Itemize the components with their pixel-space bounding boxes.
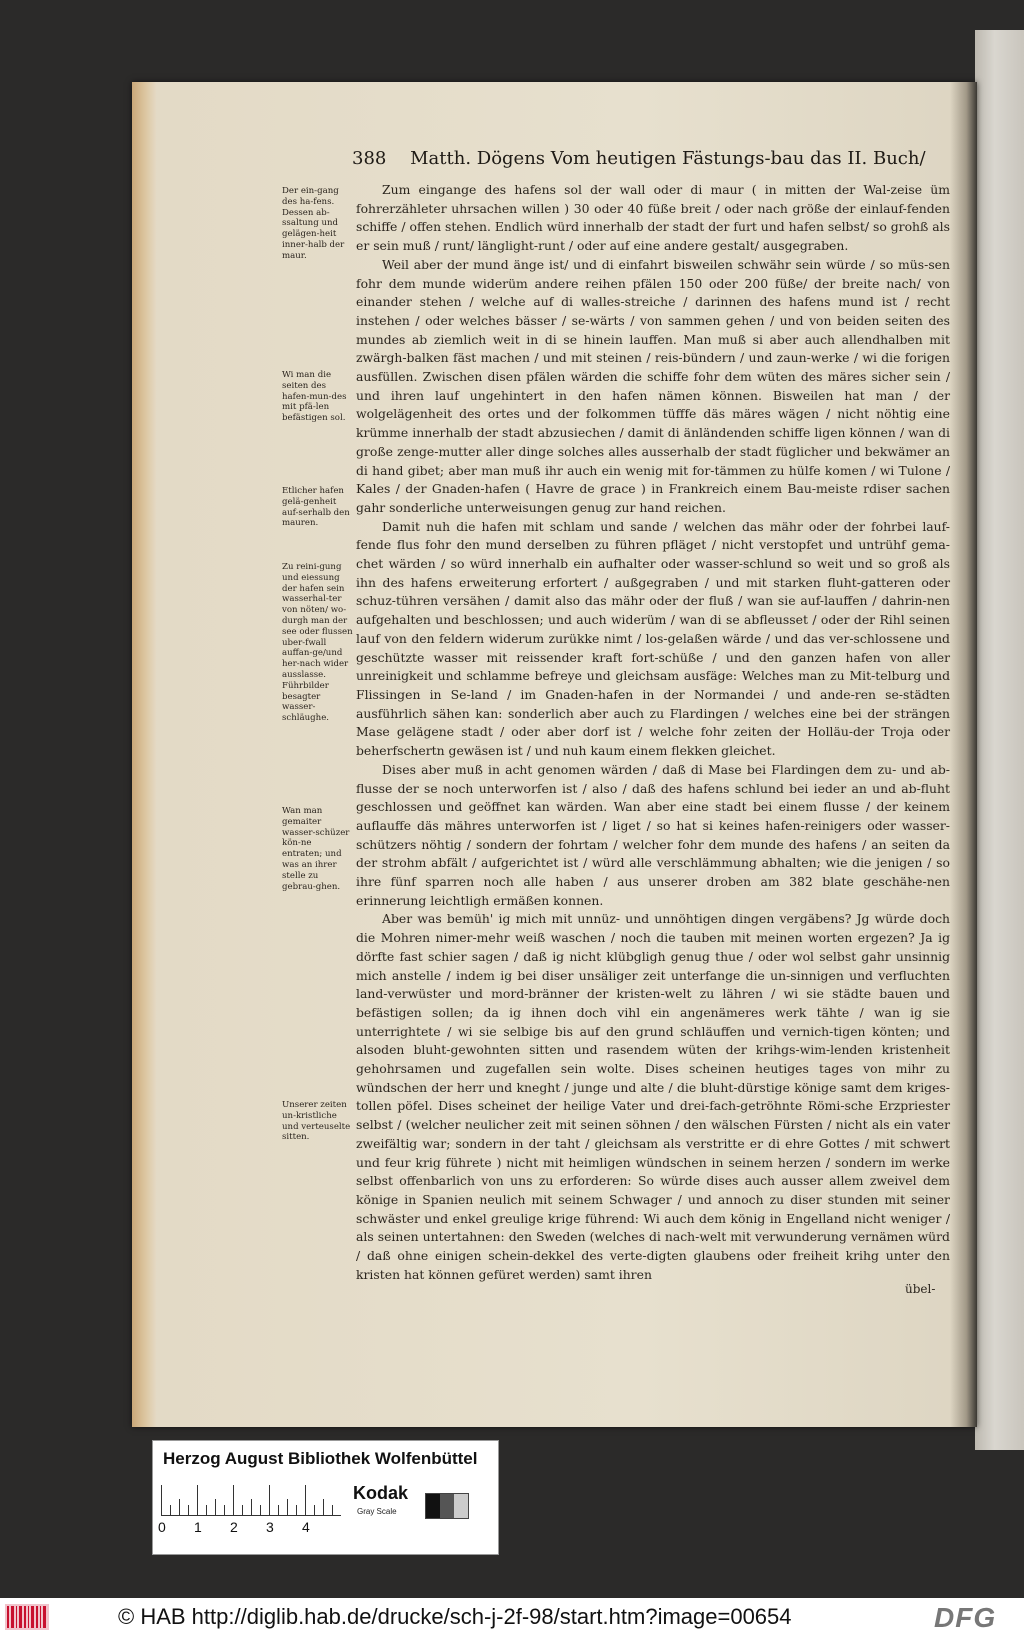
ruler-label: 2	[230, 1519, 238, 1535]
running-head	[352, 148, 926, 169]
ruler-tick	[332, 1505, 333, 1515]
ruler-tick	[197, 1485, 198, 1515]
paragraph: Aber was bemüh' ig mich mit unnüz- und unnöhtigen dingen vergäbens? Jg würde doch die Mohren nimer-mehr weiß waschen / noch die tauben mit meinen worten ergezen? Ja ig dörfte fast schier sagen / daß ig nicht klübgligh genug thue / oder wol selbst gahr unsinnig mich anstelle / indem ig bei diser unsäliger zeit unterfange die un-sinnigen und verfluchten land-verwüster und mord-bränner der kristen-welt zu lähren / wi sie städte bauen und befästigen sollen; da ig ihnen doch vihl ein angenämeres werk tähte / wan ig sie unterrightete / wi sie selbige bis auf den grund schläuffen und vernich-tigen könten; und alsoden bluht-gewohnten sitten und rasendem wüten der krihgs-wim-lenden kristenheit gehohrsamen und zugefallen sein wolte. Dises scheinen heutiges tages von mihr zu wündschen der herr und kneght / junge und alte / die bluht-dürstige könige samt dem kriges-tollen pöfel. Dises scheinet der heilige Vater und drei-fach-getröhnte Römi-sche Erzpriester selbst / (welcher neulicher zeit mit seinen söhnen / den wälschen Fürsten / nicht als ein vater zweifältig war; sondern in der taht / gleichsam als verstritte er di ehre Gottes / mit schwert und feur krig führete ) nicht mit heimligen wündschen in seinem herzen / sondern im werke selbst offenbarlich von uns zu erforderen: So würde dises auch ausser allem zweivel dem könige in Spanien neulich mit seinem Schwager / und annoch zu diser stunden mit seiner schwäster und enkel greulige krige führend: Wi auch dem könig in Engelland nicht weniger / als seinen untertahnen: den Sweden (welches di nach-welt mit verwunderung vernämen würd / daß ohne einigen schein-dekkel des verte-digten glaubens oder freiheit krihg unter den kristen hat können gefüret werden) samt ihren	[356, 911, 950, 1282]
ruler-tick	[206, 1505, 207, 1515]
gray-swatch	[454, 1494, 468, 1518]
ruler-tick	[224, 1505, 225, 1515]
ruler-tick	[251, 1499, 252, 1515]
scale-card	[152, 1440, 499, 1555]
catchword: übel-	[905, 1282, 936, 1296]
facing-page-edge	[975, 30, 1024, 1450]
footer-bar	[0, 1598, 1024, 1637]
margin-note: Wi man die seiten des hafen-mun-des mit pfä-len befästigen sol.	[282, 370, 347, 424]
main-text	[356, 181, 950, 1284]
ruler-tick	[179, 1499, 180, 1515]
ruler-label: 0	[158, 1519, 166, 1535]
ruler-label: 3	[266, 1519, 274, 1535]
margin-note: Etlicher hafen gelä-genheit auf-serhalb den mauren.	[282, 486, 350, 529]
running-head-title: Matth. Dögens Vom heutigen Fästungs-bau das II. Buch/	[410, 148, 926, 169]
ruler-tick	[269, 1485, 270, 1515]
ruler-tick	[170, 1505, 171, 1515]
book-gutter	[950, 82, 977, 1427]
image-reference-link[interactable]: © HAB http://diglib.hab.de/drucke/sch-j-2f-98/start.htm?image=00654	[118, 1604, 792, 1629]
kodak-logo: Kodak	[353, 1483, 409, 1503]
ruler-label: 4	[302, 1519, 310, 1535]
ruler-tick	[188, 1505, 189, 1515]
paragraph: Zum eingange des hafens sol der wall oder di maur ( in mitten der Wal-zeise üm fohrerzähleter uhrsachen willen ) 30 oder 40 füße breit / oder nach größe der einlauf-fenden schiffe / offen stehen. Endlich würd innerhalb der stadt der furt und hafen selbst/ so grohß als er sein muß / runt/ länglight-runt / oder auf eine andere gestalt/ ausgegraben.	[356, 182, 950, 254]
ruler-tick	[233, 1485, 234, 1515]
ruler-tick	[260, 1505, 261, 1515]
ruler-tick	[305, 1485, 306, 1515]
paragraph: Weil aber der mund änge ist/ und di einfahrt bisweilen schwähr sein würde / so müs-sen fohr dem munde widerüm andere reihen pfälen 150 oder 200 füße/ der breite nach/ von einander stehen / welche auf di walles-streiche / darinnen des hafens mund ist / recht instehen / oder welches bässer / se-wärts / von sammen gehen / und von beiden seiten des mundes ab ziemlich weit in di se hinein lauffen. Man muß si aber auch allendhalben mit zwärgh-balken fäst machen / und mit steinen / reis-bündern / und zaun-werke / wi die forigen ausfüllen. Zwischen disen pfälen wärden die schiffe fohr dem wüten des märes sicher sein / und ihren lauf ungehintert in den hafen nämen können. Bisweilen hat man / der wolgelägenheit des ortes und der folkommen tüfffe däs märes wägen / nicht nöhtig eine krümme innerhalb der stadt abzusiechen / damit di änländenden schiffe ligen können / wan di große zenge-mutter aller dinge solches alles ausserhalb der stadt füglicher und bekwämer an di hand gibet; aber man muß ihr auch ein wenig mit for-tämmen zu hülfe komen / wi Tulone / Kales / der Gnaden-hafen ( Havre de grace ) in Frankreich einem Bau-meiste rdiser sachen gahr sonderliche unterweisungen genug zur hand reichen.	[356, 256, 950, 515]
gray-scale-label: Gray Scale	[357, 1507, 397, 1516]
barcode-icon	[5, 1602, 49, 1632]
ruler-tick	[242, 1505, 243, 1515]
ruler-tick	[161, 1485, 162, 1515]
ruler-tick	[287, 1499, 288, 1515]
ruler	[161, 1485, 341, 1516]
dfg-logo: DFG	[934, 1602, 997, 1633]
ruler-tick	[215, 1499, 216, 1515]
ruler-tick	[314, 1505, 315, 1515]
paragraph: Dises aber muß in acht genomen wärden / daß di Mase bei Flardingen dem zu- und ab-flusse der se noch unterworfen ist / also / daß des hafens schlund bei ieder an und ab-fluht geschlossen und geöffnet kan wärden. Wan aber eine stadt bei einem flusse / der keinem auflauffe däs mähres unterworfen ist / liget / so hat si keines hafen-reinigers oder wasser-schützers nöhtig / sondern der fohrtam / welcher fohr dem munde des hafens / an seiten da der strohm abfält / aufgerichtet ist / würd alle verschlämmung abhalten; wie die jenigen / so ihre fünf sparren noch alle haben / aus unserer droben am 382 blate geschähe-nen erinnerung leichtligh ermäßen konnen.	[356, 761, 950, 908]
ruler-tick	[296, 1505, 297, 1515]
gray-swatch	[440, 1494, 454, 1518]
gray-swatch	[426, 1494, 440, 1518]
ruler-label: 1	[194, 1519, 202, 1535]
page-number: 388	[352, 148, 387, 169]
margin-note: Der ein-gang des ha-fens. Dessen ab-ssaltung und gelägen-heit inner-halb der maur.	[282, 186, 345, 261]
ruler-tick	[278, 1505, 279, 1515]
margin-note: Wan man gemaiter wasser-schüzer kön-ne entraten; und was an ihrer stelle zu gebrau-ghen.	[282, 806, 350, 892]
gray-scale-swatches	[425, 1493, 469, 1519]
library-name: Herzog August Bibliothek Wolfenbüttel	[163, 1449, 478, 1468]
margin-note: Unserer zeiten un-kristliche und verteuselte sitten.	[282, 1100, 351, 1143]
ruler-tick	[323, 1499, 324, 1515]
page-fore-edge	[132, 82, 156, 1427]
paragraph: Damit nuh die hafen mit schlam und sande / welchen das mähr oder der fohrbei lauf-fende flus fohr den mund derselben zu führen pfläget / nicht verstopfet und untrühf gema-chet wärden / so würd innerhalb ein aufhalter oder wasser-schlund so weit und so groß als ihn des hafens erweiterung erfortert / außgegraben / und mit starken fluht-gatteren oder schuz-tühren versähen / damit also das mähr oder der fluß / wan sie auf-lauffen / dahrin-nen aufgehalten und beschlossen; und auch widerüm / wan di se abfleusset / oder der Rihl seinen lauf von den feldern widerum zurükke nimt / los-gelaßen wärde / und das ver-schlossene und geschützte wasser mit reissender kraft fort-schüße / und den ganzen hafen von aller unreinigkeit und schlamme befreye und gleichsam ausfäge: Welches man zu Mit-telburg und Flissingen in Se-land / im Gnaden-hafen in der Normandei / und ande-ren se-städten ausführlich sähen kan: sonderlich aber auch zu Flardingen / welches eine bei der strängen Mase gelägene stadt / oder aber dorf ist / welche fohr zeiten der Holläu-der Troja oder beherfschertn gewäsen ist / und nuh kaum einem flekken gleichet.	[356, 518, 950, 759]
margin-note: Zu reini-gung und eiessung der hafen sein wasserhal-ter von nöten/ wo-durgh man der see oder flussen uber-fwall auffan-ge/und her-nach wider ausslasse. Führbilder besagter wasser-schläughe.	[282, 562, 353, 724]
ruler-labels	[158, 1519, 361, 1539]
